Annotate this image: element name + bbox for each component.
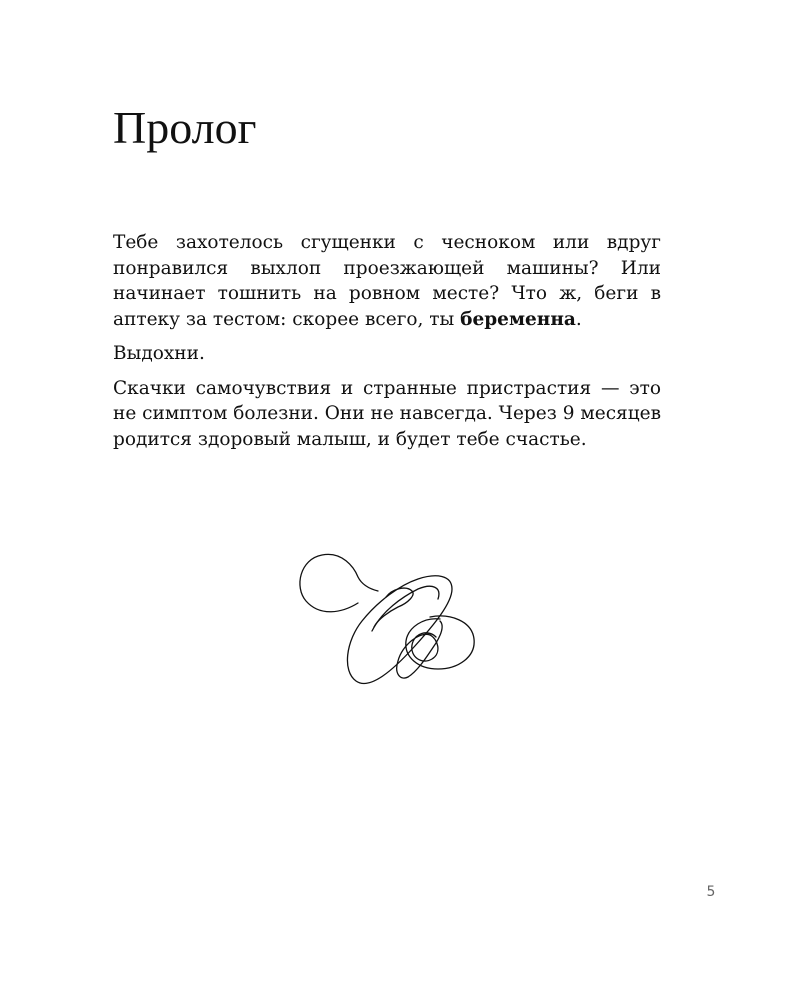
chapter-title: Пролог xyxy=(113,102,257,153)
paragraph-1-bold: беременна xyxy=(460,308,576,330)
paragraph-1 xyxy=(113,230,661,332)
page-number: 5 xyxy=(706,884,716,900)
paragraph-3: Скачки самочувствия и странные пристрастия — это не симптом болезни. Они не навсегда. Через 9 месяцев родится здоровый малыш, и будет тебе счастье. xyxy=(113,377,661,450)
pacifier-icon xyxy=(290,545,490,695)
paragraph-1-text: Тебе захотелось сгущенки с чесноком или вдруг понравился выхлоп проезжающей машины? Или начинает тошнить на ровном месте? Что ж, беги в аптеку за тестом: скорее всего, ты xyxy=(113,232,661,330)
paragraph-1-end: . xyxy=(575,308,582,330)
body-text xyxy=(113,230,661,461)
paragraph-2: Выдохни. xyxy=(113,343,205,364)
